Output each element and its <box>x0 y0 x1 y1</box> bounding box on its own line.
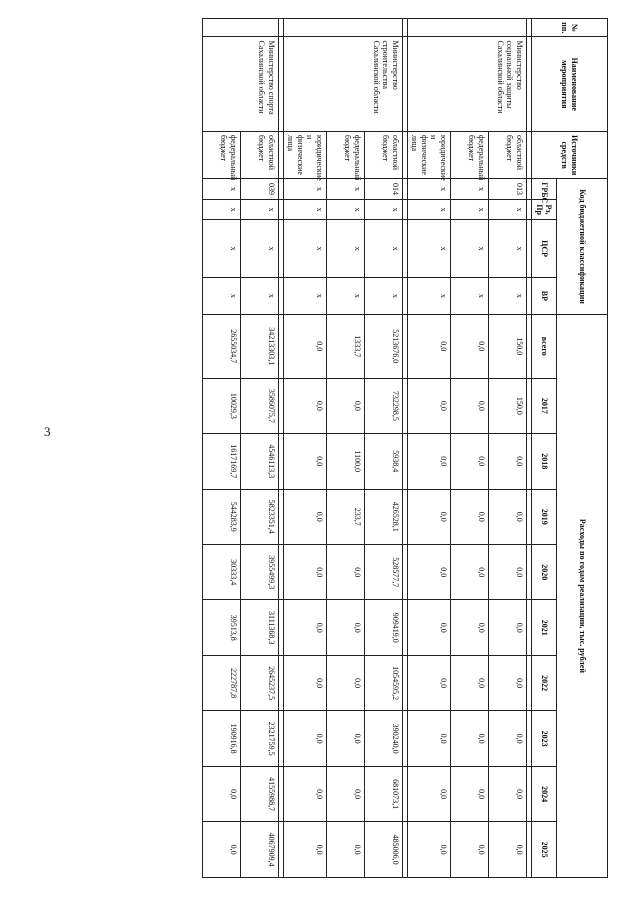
header-year-col: 2017 <box>532 378 557 433</box>
spacer-cell <box>527 132 532 179</box>
expense-cell: 0,0 <box>489 655 527 710</box>
spacer-cell <box>527 199 532 220</box>
kbk-cell: x <box>284 277 327 314</box>
funding-source: юридические и физические лица <box>284 132 327 179</box>
table-body <box>203 19 532 878</box>
expense-cell: 0,0 <box>489 766 527 821</box>
table-row <box>451 19 489 878</box>
row-number <box>408 19 527 37</box>
kbk-cell: x <box>241 199 279 220</box>
spacer-cell <box>527 489 532 544</box>
spacer-cell <box>279 434 284 489</box>
spacer-cell <box>403 179 408 200</box>
spacer-cell <box>527 544 532 599</box>
spacer-cell <box>527 434 532 489</box>
spacer-cell <box>279 600 284 655</box>
kbk-cell: x <box>327 179 365 200</box>
header-name: Наименование мероприятия <box>532 37 608 132</box>
funding-source: федеральный бюджет <box>327 132 365 179</box>
spacer-cell <box>403 489 408 544</box>
expense-cell: 0,0 <box>284 711 327 766</box>
expense-cell: 1054595,2 <box>365 655 403 710</box>
spacer-cell <box>403 132 408 179</box>
spacer-cell <box>527 37 532 132</box>
expense-cell: 150,0 <box>489 378 527 433</box>
kbk-cell: x <box>408 199 451 220</box>
expense-cell: 0,0 <box>284 314 327 378</box>
spacer-cell <box>527 378 532 433</box>
kbk-cell: x <box>451 277 489 314</box>
header-kbk: Код бюджетной классификации <box>557 179 608 315</box>
spacer-cell <box>279 132 284 179</box>
spacer-cell <box>527 314 532 378</box>
header-year-col: 2025 <box>532 822 557 878</box>
expense-cell: 0,0 <box>327 822 365 878</box>
kbk-cell: x <box>327 277 365 314</box>
spacer-cell <box>527 655 532 710</box>
spacer-cell <box>279 19 284 37</box>
expense-cell: 2645237,5 <box>241 655 279 710</box>
header-year-col: 2024 <box>532 766 557 821</box>
expense-cell: 0,0 <box>489 711 527 766</box>
expense-cell: 1100,0 <box>327 434 365 489</box>
row-number <box>203 19 279 37</box>
kbk-cell: x <box>327 220 365 278</box>
funding-source: федеральный бюджет <box>451 132 489 179</box>
spacer-cell <box>527 822 532 878</box>
spacer-cell <box>279 314 284 378</box>
kbk-cell: x <box>203 179 241 200</box>
expense-cell: 233,7 <box>327 489 365 544</box>
kbk-cell: x <box>408 179 451 200</box>
kbk-cell: 014 <box>365 179 403 200</box>
spacer-cell <box>403 199 408 220</box>
kbk-cell: x <box>284 199 327 220</box>
page-number: 3 <box>44 424 51 439</box>
header-year-col: 2021 <box>532 600 557 655</box>
expense-cell: 39513,8 <box>203 600 241 655</box>
header-year-col: всего <box>532 314 557 378</box>
expense-cell: 0,0 <box>284 822 327 878</box>
table-row <box>284 19 327 878</box>
kbk-cell: x <box>203 220 241 278</box>
kbk-cell: x <box>284 220 327 278</box>
spacer-cell <box>403 655 408 710</box>
rotated-table-wrapper <box>168 18 608 878</box>
spacer-cell <box>279 489 284 544</box>
kbk-cell: x <box>284 179 327 200</box>
expense-cell: 426528,1 <box>365 489 403 544</box>
measure-name: Министерство спорта Сахалинской области <box>203 37 279 132</box>
row-number <box>284 19 403 37</box>
expense-cell: 0,0 <box>451 655 489 710</box>
kbk-cell: x <box>489 199 527 220</box>
funding-source: федеральный бюджет <box>203 132 241 179</box>
expense-cell: 0,0 <box>489 544 527 599</box>
table-row <box>408 19 451 878</box>
spacer-cell <box>279 199 284 220</box>
spacer-cell <box>403 19 408 37</box>
kbk-cell: x <box>365 277 403 314</box>
expense-cell: 0,0 <box>284 434 327 489</box>
funding-source: областной бюджет <box>489 132 527 179</box>
spacer-cell <box>527 766 532 821</box>
header-year-col: 2023 <box>532 711 557 766</box>
expense-cell: 485006,0 <box>365 822 403 878</box>
expense-cell: 2321759,5 <box>241 711 279 766</box>
kbk-cell: x <box>489 277 527 314</box>
spacer-cell <box>279 179 284 200</box>
expense-cell: 3586075,7 <box>241 378 279 433</box>
expense-cell: 1617169,7 <box>203 434 241 489</box>
expense-cell: 0,0 <box>451 378 489 433</box>
expense-cell: 150,0 <box>489 314 527 378</box>
expense-cell: 528577,7 <box>365 544 403 599</box>
expense-cell: 190916,8 <box>203 711 241 766</box>
expense-cell: 34213303,1 <box>241 314 279 378</box>
spacer-cell <box>527 277 532 314</box>
header-kbk-col: ВР <box>532 277 557 314</box>
spacer-cell <box>527 711 532 766</box>
expense-cell: 544283,9 <box>203 489 241 544</box>
spacer-cell <box>279 378 284 433</box>
spacer-cell <box>403 378 408 433</box>
expense-cell: 0,0 <box>408 314 451 378</box>
expense-cell: 0,0 <box>327 655 365 710</box>
kbk-cell: x <box>408 220 451 278</box>
header-kbk-col: ГРБС <box>532 179 557 200</box>
expense-cell: 0,0 <box>489 822 527 878</box>
expense-cell: 681073,1 <box>365 766 403 821</box>
kbk-cell: x <box>203 277 241 314</box>
spacer-cell <box>403 544 408 599</box>
spacer-cell <box>279 544 284 599</box>
expense-cell: 0,0 <box>284 544 327 599</box>
expense-cell: 5938,4 <box>365 434 403 489</box>
kbk-cell: x <box>408 277 451 314</box>
funding-source: областной бюджет <box>365 132 403 179</box>
expense-cell: 0,0 <box>284 489 327 544</box>
expense-cell: 5823351,4 <box>241 489 279 544</box>
expense-cell: 0,0 <box>327 544 365 599</box>
funding-source: областной бюджет <box>241 132 279 179</box>
expense-cell: 30333,4 <box>203 544 241 599</box>
expense-cell: 0,0 <box>327 711 365 766</box>
expense-cell: 0,0 <box>451 600 489 655</box>
expense-cell: 0,0 <box>451 544 489 599</box>
expense-cell: 0,0 <box>408 434 451 489</box>
spacer-cell <box>403 600 408 655</box>
expense-cell: 390240,0 <box>365 711 403 766</box>
table-row <box>241 19 279 878</box>
kbk-cell: x <box>451 199 489 220</box>
expense-cell: 0,0 <box>284 378 327 433</box>
expense-cell: 3955499,3 <box>241 544 279 599</box>
budget-table <box>202 18 608 878</box>
measure-name: Министерство строительства Сахалинской области <box>284 37 403 132</box>
spacer-cell <box>403 711 408 766</box>
kbk-cell: x <box>327 199 365 220</box>
spacer-cell <box>403 822 408 878</box>
expense-cell: 732298,5 <box>365 378 403 433</box>
expense-cell: 0,0 <box>451 822 489 878</box>
expense-cell: 0,0 <box>489 434 527 489</box>
header-year-col: 2022 <box>532 655 557 710</box>
header-kbk-col: Рз, Пр <box>532 199 557 220</box>
expense-cell: 0,0 <box>408 544 451 599</box>
expense-cell: 0,0 <box>451 434 489 489</box>
table-row <box>489 19 527 878</box>
kbk-cell: x <box>451 179 489 200</box>
spacer-cell <box>279 277 284 314</box>
kbk-cell: x <box>241 277 279 314</box>
spacer-cell <box>279 766 284 821</box>
expense-cell: 2655034,7 <box>203 314 241 378</box>
spacer-cell <box>527 19 532 37</box>
expense-cell: 0,0 <box>489 489 527 544</box>
expense-cell: 0,0 <box>489 600 527 655</box>
spacer-cell <box>279 37 284 132</box>
spacer-cell <box>403 277 408 314</box>
expense-cell: 0,0 <box>451 766 489 821</box>
expense-cell: 0,0 <box>408 711 451 766</box>
expense-cell: 0,0 <box>408 378 451 433</box>
spacer-cell <box>527 600 532 655</box>
spacer-cell <box>527 179 532 200</box>
header-year-col: 2018 <box>532 434 557 489</box>
kbk-cell: 039 <box>241 179 279 200</box>
spacer-cell <box>403 314 408 378</box>
kbk-cell: x <box>203 199 241 220</box>
header-source: Источники средств <box>532 132 608 179</box>
kbk-cell: x <box>365 199 403 220</box>
expense-cell: 0,0 <box>203 822 241 878</box>
expense-cell: 0,0 <box>408 655 451 710</box>
expense-cell: 0,0 <box>408 600 451 655</box>
expense-cell: 0,0 <box>284 766 327 821</box>
expense-cell: 0,0 <box>327 600 365 655</box>
table-row <box>327 19 365 878</box>
expense-cell: 4155988,7 <box>241 766 279 821</box>
expense-cell: 0,0 <box>327 766 365 821</box>
kbk-cell: x <box>241 220 279 278</box>
expense-cell: 5213676,0 <box>365 314 403 378</box>
expense-cell: 0,0 <box>408 489 451 544</box>
kbk-cell: x <box>489 220 527 278</box>
spacer-cell <box>403 434 408 489</box>
expense-cell: 4546113,3 <box>241 434 279 489</box>
table-row <box>365 19 403 878</box>
header-kbk-col: ЦСР <box>532 220 557 278</box>
measure-name: Министерство социальной защиты Сахалинской области <box>408 37 527 132</box>
expense-cell: 3111368,3 <box>241 600 279 655</box>
spacer-cell <box>279 711 284 766</box>
expense-cell: 0,0 <box>408 766 451 821</box>
expense-cell: 909419,0 <box>365 600 403 655</box>
header-num: № пп. <box>532 19 608 37</box>
spacer-cell <box>279 220 284 278</box>
kbk-cell: 013 <box>489 179 527 200</box>
header-year-col: 2019 <box>532 489 557 544</box>
spacer-cell <box>403 220 408 278</box>
table-row <box>203 19 241 878</box>
spacer-cell <box>403 37 408 132</box>
expense-cell: 0,0 <box>203 766 241 821</box>
kbk-cell: x <box>365 220 403 278</box>
spacer-cell <box>279 822 284 878</box>
spacer-cell <box>279 655 284 710</box>
header-year-col: 2020 <box>532 544 557 599</box>
expense-cell: 0,0 <box>451 711 489 766</box>
expense-cell: 0,0 <box>451 489 489 544</box>
expense-cell: 222787,8 <box>203 655 241 710</box>
header-expenses: Расходы по годам реализации, тыс. рублей <box>557 314 608 877</box>
expense-cell: 0,0 <box>284 600 327 655</box>
expense-cell: 0,0 <box>408 822 451 878</box>
funding-source: юридические и физические лица <box>408 132 451 179</box>
expense-cell: 10029,3 <box>203 378 241 433</box>
expense-cell: 0,0 <box>451 314 489 378</box>
expense-cell: 1333,7 <box>327 314 365 378</box>
expense-cell: 0,0 <box>284 655 327 710</box>
spacer-cell <box>403 766 408 821</box>
expense-cell: 4067909,4 <box>241 822 279 878</box>
spacer-cell <box>527 220 532 278</box>
kbk-cell: x <box>451 220 489 278</box>
expense-cell: 0,0 <box>327 378 365 433</box>
